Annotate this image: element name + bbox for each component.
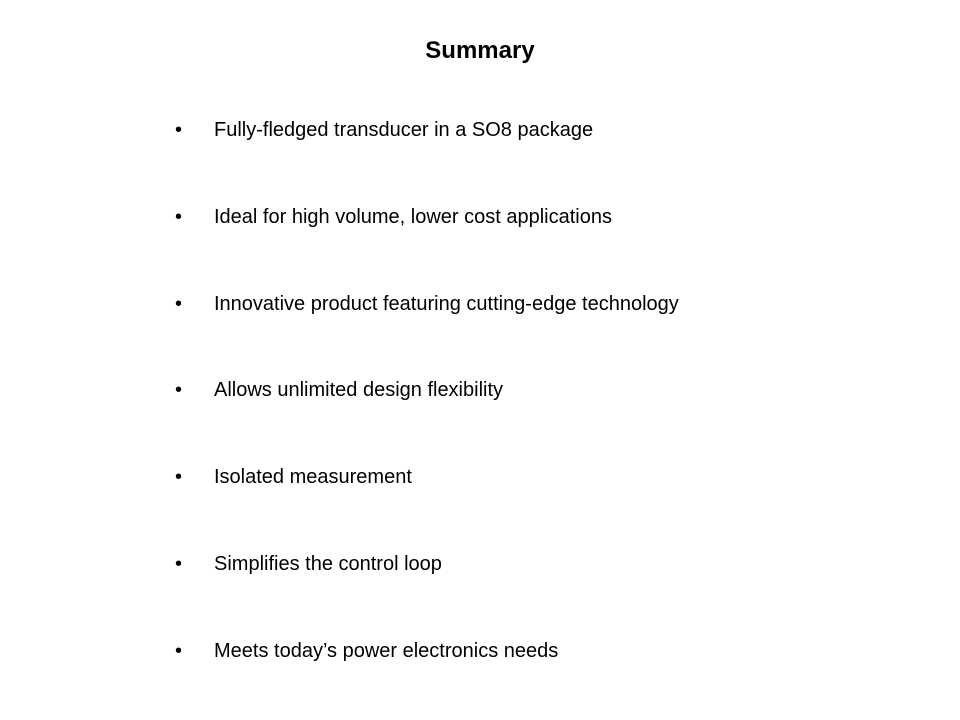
bullet-text: Allows unlimited design flexibility bbox=[214, 379, 504, 402]
bullet-icon: • bbox=[175, 379, 183, 402]
bullet-text: Isolated measurement bbox=[214, 466, 412, 489]
slide-title: Summary bbox=[425, 37, 535, 64]
bullet-icon: • bbox=[175, 205, 183, 228]
bullet-icon: • bbox=[175, 552, 183, 575]
bullet-text: Meets today’s power electronics needs bbox=[214, 639, 559, 662]
bullet-icon: • bbox=[175, 119, 183, 141]
bullet-text: Ideal for high volume, lower cost applications bbox=[214, 205, 612, 228]
bullet-text: Simplifies the control loop bbox=[214, 552, 442, 575]
bullet-icon: • bbox=[175, 292, 183, 315]
bullet-icon: • bbox=[175, 466, 183, 489]
bullet-text: Fully-fledged transducer in a SO8 package bbox=[214, 119, 594, 141]
bullet-icon: • bbox=[175, 639, 183, 662]
bullet-text: Innovative product featuring cutting-edge technology bbox=[214, 292, 679, 315]
